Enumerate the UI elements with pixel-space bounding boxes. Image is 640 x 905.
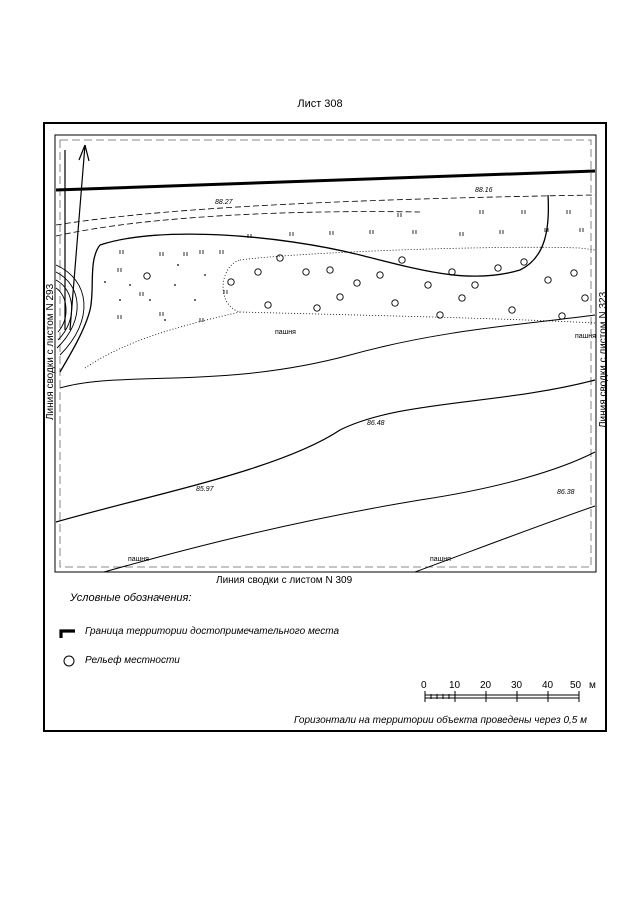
edge-label-bottom: Линия сводки с листом N 309 xyxy=(216,575,353,586)
contour-line-88-27 xyxy=(56,212,420,236)
scale-tick-label: 30 xyxy=(511,680,523,691)
land-use-label: пашня xyxy=(275,329,296,336)
contour-interval-note: Горизонтали на территории объекта проведены через 0,5 м xyxy=(294,715,588,726)
scale-tick-label: 10 xyxy=(449,680,461,691)
land-use-label: пашня xyxy=(430,556,451,563)
edge-label-left: Линия сводки с листом N 293 xyxy=(45,283,56,420)
inner-frame xyxy=(55,135,596,572)
legend-title: Условные обозначения: xyxy=(70,592,192,604)
elevation-label: 86.48 xyxy=(367,420,385,427)
dotted-boundary xyxy=(85,312,240,368)
territory-boundary-line xyxy=(56,171,595,190)
scale-tick-label: 40 xyxy=(542,680,554,691)
relief-markers xyxy=(144,255,588,319)
meadow-symbols xyxy=(118,210,583,322)
elevation-label: 86.38 xyxy=(557,489,575,496)
scale-tick-label: 0 xyxy=(421,680,427,691)
land-use-label: пашня xyxy=(575,333,596,340)
north-arrow-line xyxy=(70,145,85,330)
legend-boundary-label: Граница территории достопримечательного места xyxy=(85,626,340,637)
elevation-label: 88.16 xyxy=(475,187,493,194)
edge-label-right: Линия сводки с листом N 323 xyxy=(598,291,609,428)
relief-legend-icon xyxy=(64,656,74,666)
contour-line-main-1 xyxy=(60,315,595,388)
dot-symbols xyxy=(104,264,206,321)
scale-tick-label: 20 xyxy=(480,680,492,691)
relief-area-outline xyxy=(223,247,595,323)
contour-line-upper xyxy=(100,195,548,276)
scale-unit: м xyxy=(589,680,596,691)
legend-relief-label: Рельеф местности xyxy=(85,655,180,666)
elevation-label: 85.97 xyxy=(196,486,214,493)
contour-line-85-97 xyxy=(104,452,595,572)
scale-tick-label: 50 xyxy=(570,680,582,691)
land-use-label: пашня xyxy=(128,556,149,563)
contour-line-88-16 xyxy=(56,195,595,225)
scale-bar xyxy=(421,680,596,702)
sheet-title: Лист 308 xyxy=(297,98,343,110)
elevation-label: 88.27 xyxy=(215,199,233,206)
contour-line-86-48 xyxy=(56,380,595,522)
boundary-legend-symbol xyxy=(61,631,75,638)
inner-dashed-frame xyxy=(60,140,591,567)
